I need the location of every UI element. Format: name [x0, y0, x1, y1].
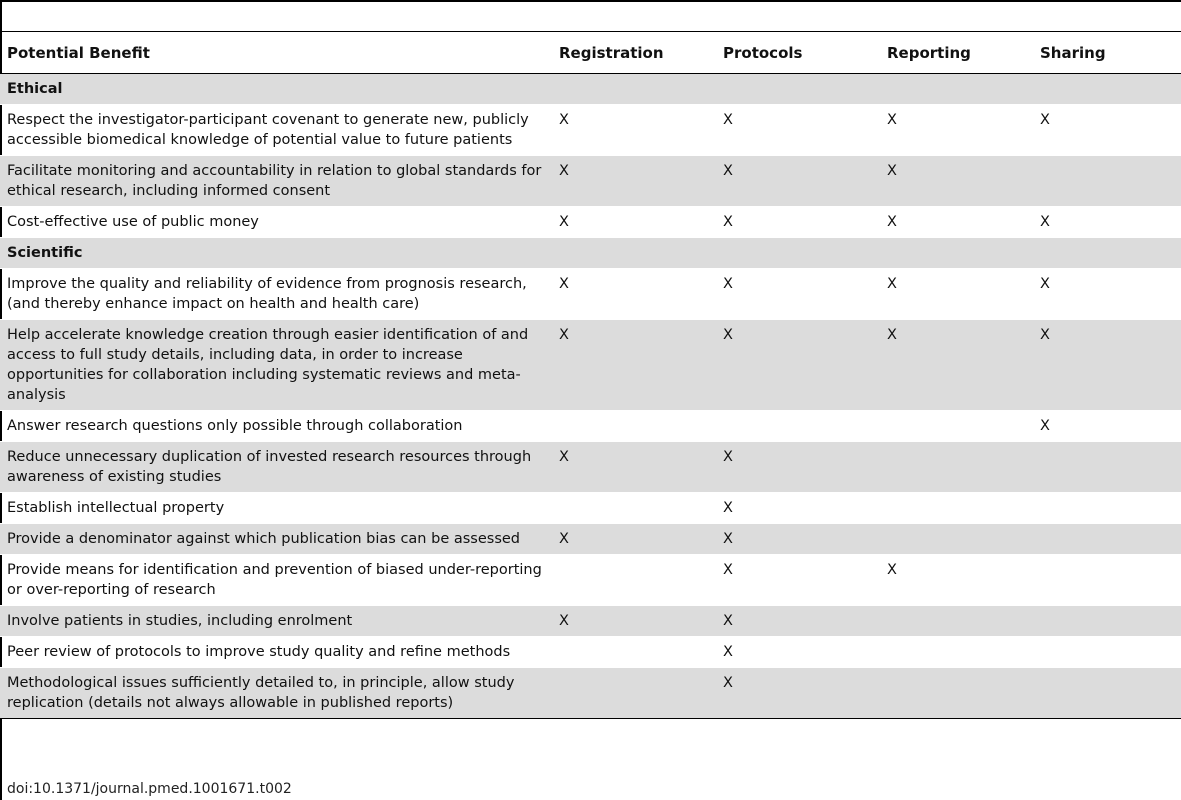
benefit-cell: Involve patients in studies, including enrolment [0, 606, 552, 637]
reporting-cell [880, 411, 1033, 442]
benefit-cell: Provide means for identification and prevention of biased under-reporting or over-reporting of research [0, 555, 552, 606]
benefit-cell: Cost-effective use of public money [0, 207, 552, 238]
table-body [0, 74, 1181, 719]
top-rule [0, 0, 1181, 2]
table-row [0, 269, 1181, 320]
benefits-table [0, 33, 1181, 719]
header-registration: Registration [552, 33, 716, 74]
registration-cell: X [552, 269, 716, 320]
protocols-cell: X [716, 105, 880, 156]
protocols-cell: X [716, 637, 880, 668]
table-row [0, 442, 1181, 493]
benefit-cell: Answer research questions only possible through collaboration [0, 411, 552, 442]
reporting-cell: X [880, 555, 1033, 606]
benefit-cell: Respect the investigator-participant covenant to generate new, publicly accessible biomedical knowledge of potential value to future patients [0, 105, 552, 156]
benefit-cell: Improve the quality and reliability of evidence from prognosis research, (and thereby enhance impact on health and health care) [0, 269, 552, 320]
sharing-cell [1033, 524, 1181, 555]
protocols-cell: X [716, 207, 880, 238]
reporting-cell [880, 606, 1033, 637]
protocols-cell: X [716, 156, 880, 207]
protocols-cell: X [716, 493, 880, 524]
table-header-row [0, 33, 1181, 74]
protocols-cell: X [716, 606, 880, 637]
benefit-cell: Establish intellectual property [0, 493, 552, 524]
sharing-cell [1033, 555, 1181, 606]
benefit-cell: Peer review of protocols to improve study quality and refine methods [0, 637, 552, 668]
doi-label: doi:10.1371/journal.pmed.1001671.t002 [7, 781, 292, 797]
section-row-ethical [0, 74, 1181, 105]
sharing-cell [1033, 668, 1181, 719]
sharing-cell: X [1033, 207, 1181, 238]
header-reporting: Reporting [880, 33, 1033, 74]
sharing-cell [1033, 156, 1181, 207]
sharing-cell [1033, 637, 1181, 668]
sharing-cell [1033, 493, 1181, 524]
table-row [0, 411, 1181, 442]
registration-cell [552, 555, 716, 606]
table-row [0, 637, 1181, 668]
reporting-cell [880, 524, 1033, 555]
table-row [0, 320, 1181, 411]
protocols-cell: X [716, 524, 880, 555]
protocols-cell: X [716, 320, 880, 411]
reporting-cell [880, 493, 1033, 524]
section-row-scientific [0, 238, 1181, 269]
benefit-cell: Reduce unnecessary duplication of invested research resources through awareness of existing studies [0, 442, 552, 493]
header-top-rule [0, 31, 1181, 32]
benefit-cell: Facilitate monitoring and accountability in relation to global standards for ethical research, including informed consent [0, 156, 552, 207]
reporting-cell [880, 442, 1033, 493]
registration-cell [552, 493, 716, 524]
sharing-cell [1033, 606, 1181, 637]
protocols-cell: X [716, 269, 880, 320]
registration-cell [552, 637, 716, 668]
benefit-cell: Help accelerate knowledge creation through easier identification of and access to full study details, including data, in order to increase opportunities for collaboration including systematic reviews and meta-analysis [0, 320, 552, 411]
registration-cell [552, 668, 716, 719]
reporting-cell: X [880, 207, 1033, 238]
table-row [0, 105, 1181, 156]
reporting-cell: X [880, 105, 1033, 156]
table-row [0, 668, 1181, 719]
benefit-cell: Provide a denominator against which publication bias can be assessed [0, 524, 552, 555]
reporting-cell [880, 637, 1033, 668]
section-title: Ethical [0, 74, 1181, 105]
registration-cell: X [552, 524, 716, 555]
table-row [0, 524, 1181, 555]
header-protocols: Protocols [716, 33, 880, 74]
sharing-cell: X [1033, 411, 1181, 442]
protocols-cell [716, 411, 880, 442]
table-row [0, 207, 1181, 238]
protocols-cell: X [716, 555, 880, 606]
sharing-cell: X [1033, 105, 1181, 156]
registration-cell: X [552, 156, 716, 207]
table-row [0, 493, 1181, 524]
registration-cell [552, 411, 716, 442]
registration-cell: X [552, 320, 716, 411]
registration-cell: X [552, 442, 716, 493]
sharing-cell: X [1033, 269, 1181, 320]
registration-cell: X [552, 606, 716, 637]
reporting-cell: X [880, 269, 1033, 320]
reporting-cell [880, 668, 1033, 719]
table-row [0, 555, 1181, 606]
sharing-cell: X [1033, 320, 1181, 411]
table-row [0, 156, 1181, 207]
table-row [0, 606, 1181, 637]
section-title: Scientific [0, 238, 1181, 269]
reporting-cell: X [880, 156, 1033, 207]
registration-cell: X [552, 207, 716, 238]
benefit-cell: Methodological issues sufficiently detailed to, in principle, allow study replication (details not always allowable in published reports) [0, 668, 552, 719]
header-sharing: Sharing [1033, 33, 1181, 74]
registration-cell: X [552, 105, 716, 156]
protocols-cell: X [716, 442, 880, 493]
protocols-cell: X [716, 668, 880, 719]
header-potential-benefit: Potential Benefit [0, 33, 552, 74]
sharing-cell [1033, 442, 1181, 493]
reporting-cell: X [880, 320, 1033, 411]
